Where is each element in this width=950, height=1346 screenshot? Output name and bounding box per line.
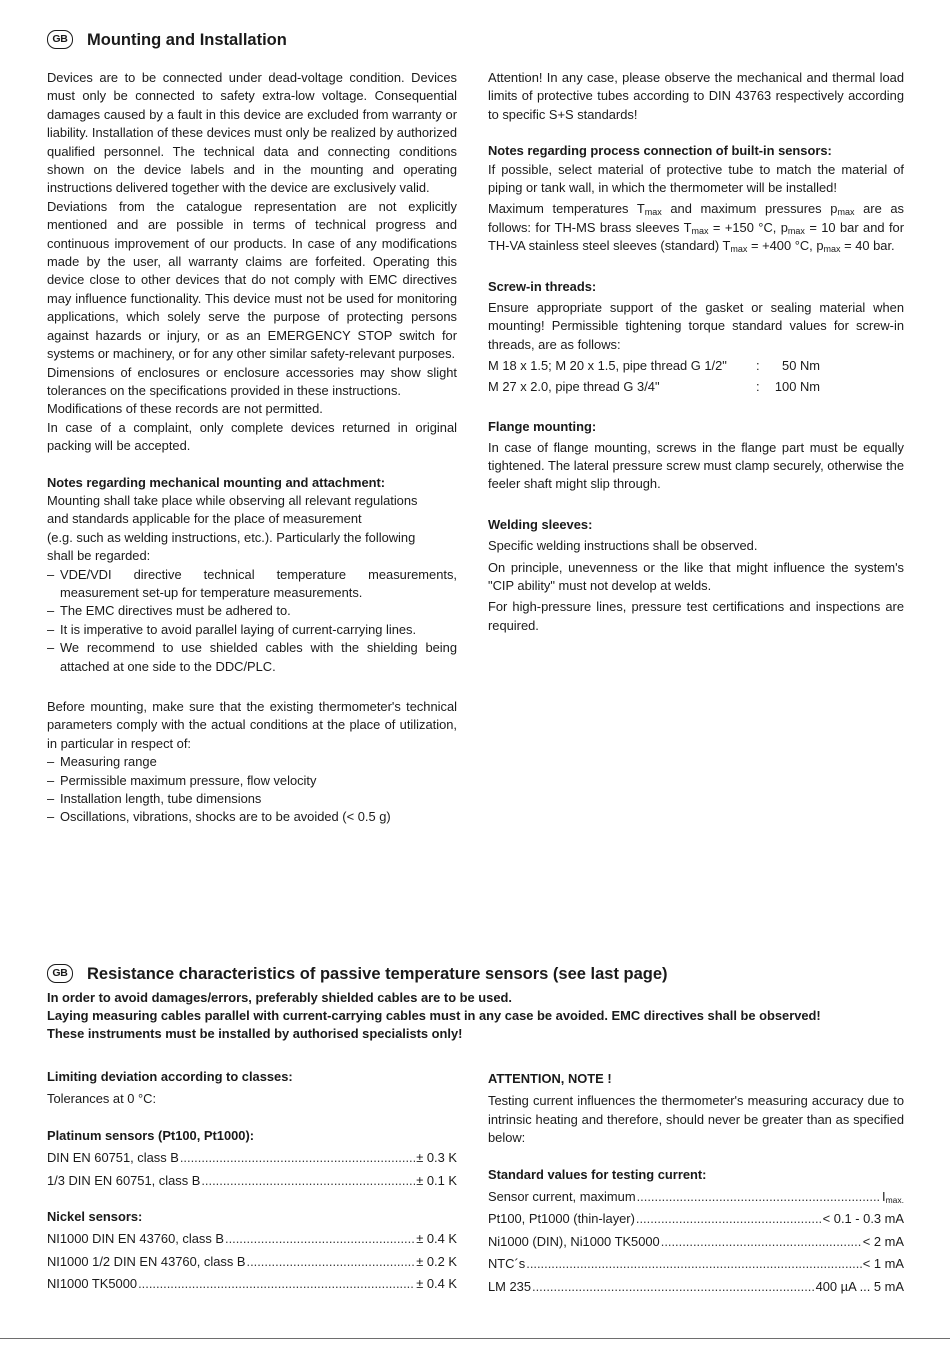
current-label: Sensor current, maximum: [488, 1189, 636, 1205]
tolerance-label: NI1000 1/2 DIN EN 43760, class B: [47, 1253, 246, 1269]
thread-torque-row: [488, 357, 904, 375]
intro-paragraph: Devices are to be connected under dead-voltage condition. Devices must only be connected to safety extra-low voltage. Consequential damages caused by a fault in this device are excluded from warranty or liability. Installation of these devices must only be realized by authorized qualified personnel. The technical data and connecting conditions shown on the device labels and in the mounting and operating instructions delivered together with the device are exclusively valid.: [47, 70, 457, 196]
current-label: LM 235: [488, 1278, 531, 1294]
current-row: [488, 1278, 904, 1296]
attention-note-paragraph: Testing current influences the thermometer's measuring accuracy due to intrinsic heating and therefore, should never be greater than as specified below:: [488, 1093, 904, 1146]
welding-sleeves-heading: Welding sleeves:: [488, 516, 593, 532]
flange-mounting-heading: Flange mounting:: [488, 419, 597, 435]
process-connection-heading: Notes regarding process connection of built-in sensors:: [488, 143, 832, 159]
attention-note-heading: ATTENTION, NOTE !: [488, 1071, 612, 1086]
warning-line: Laying measuring cables parallel with current-carrying cables must in any case be avoided. EMC directives shall be observed!: [47, 1008, 821, 1024]
list-item: – The EMC directives must be adhered to.: [47, 602, 457, 620]
attention-paragraph: Attention! In any case, please observe the mechanical and thermal load limits of protective tubes according to DIN 43763 respectively according to specific S+S standards!: [488, 70, 904, 122]
language-badge: GB: [47, 964, 73, 983]
current-value: < 2 mA: [862, 1233, 904, 1249]
thread-label: M 27 x 2.0, pipe thread G 3/4": [488, 378, 660, 394]
tolerance-label: NI1000 DIN EN 43760, class B: [47, 1231, 224, 1247]
current-value: $I_{max.}$: [881, 1189, 904, 1206]
current-row: [488, 1255, 904, 1273]
page-bottom-rule: [0, 1338, 950, 1339]
current-label: Pt100, Pt1000 (thin-layer): [488, 1211, 635, 1227]
tolerance-row: [47, 1275, 457, 1293]
current-row: [488, 1210, 904, 1228]
tolerance-label: NI1000 TK5000: [47, 1276, 138, 1292]
tolerance-row: [47, 1253, 457, 1271]
before-mounting-paragraph: Before mounting, make sure that the existing thermometer's technical parameters comply with the actual conditions at the place of utilization, in particular in respect of:: [47, 699, 457, 751]
testing-current-column: [488, 1070, 904, 1296]
mechanical-text-line: and standards applicable for the place of measurement: [47, 511, 362, 527]
mounting-right-column: [488, 69, 904, 635]
intro-paragraph: Deviations from the catalogue representation are not explicitly mentioned and are possible in terms of technical progress and continuous improvement of our products. In case of any modifications made by the user, all warranty claims are forfeited. Operating this device close to other devices that do not comply with EMC directives may influence functionality. This device must not be used for monitoring applications, which solely serve the purpose of protecting persons against hazards or injury, or as an EMERGENCY STOP switch for systems or machinery, or for any other similar safety-relevant purposes.: [47, 198, 457, 362]
leader-dots: [225, 1230, 415, 1248]
warning-line: These instruments must be installed by authorised specialists only!: [47, 1026, 463, 1042]
current-label: NTC´s: [488, 1256, 526, 1272]
intro-paragraph: In case of a complaint, only complete devices returned in original packing will be accepted.: [47, 419, 457, 454]
current-value: < 1 mA: [862, 1256, 904, 1272]
tolerance-value: ± 0.4 K: [416, 1276, 457, 1292]
flange-mounting-paragraph: In case of flange mounting, screws in the flange part must be equally tightened. The lateral pressure screw must clamp securely, otherwise the feeler shaft might slip through.: [488, 439, 904, 492]
warning-notes: [47, 989, 907, 1044]
language-badge: GB: [47, 30, 73, 49]
current-value: < 0.1 - 0.3 mA: [822, 1211, 904, 1227]
tolerance-column: [47, 1068, 457, 1294]
tolerance-row: [47, 1172, 457, 1190]
mounting-left-column: [47, 69, 457, 827]
leader-dots: [246, 1253, 415, 1271]
section-title: Mounting and Installation: [87, 31, 287, 49]
thread-torque-row: [488, 378, 904, 396]
list-item: – Permissible maximum pressure, flow velocity: [47, 772, 457, 790]
leader-dots: [636, 1210, 822, 1228]
intro-paragraph: Dimensions of enclosures or enclosure accessories may show slight tolerances on the specifications provided in these instructions.: [47, 364, 457, 398]
tolerance-value: ± 0.2 K: [416, 1253, 457, 1269]
screw-threads-heading: Screw-in threads:: [488, 278, 597, 294]
before-mounting-list: [47, 753, 457, 827]
screw-threads-paragraph: Ensure appropriate support of the gasket or sealing material when mounting! Permissible tightening torque standard values for screw-in threads, are as follows:: [488, 300, 904, 352]
intro-paragraph: Modifications of these records are not permitted.: [47, 401, 323, 417]
mechanical-text-line: Mounting shall take place while observing all relevant regulations: [47, 492, 418, 508]
list-item: – We recommend to use shielded cables with the shielding being attached at one side to the DDC/PLC.: [47, 639, 457, 676]
tolerance-row: [47, 1230, 457, 1248]
welding-paragraph: For high-pressure lines, pressure test certifications and inspections are required.: [488, 599, 904, 633]
tolerance-value: ± 0.4 K: [416, 1231, 457, 1247]
welding-paragraph: Specific welding instructions shall be observed.: [488, 538, 758, 554]
leader-dots: [532, 1278, 815, 1296]
thread-value: 100 Nm: [774, 378, 820, 394]
thread-value: 50 Nm: [782, 358, 820, 374]
list-item: – Installation length, tube dimensions: [47, 790, 457, 808]
thread-colon: :: [756, 378, 760, 394]
mechanical-text-line: shall be regarded:: [47, 548, 151, 564]
current-row: [488, 1188, 904, 1206]
current-label: Ni1000 (DIN), Ni1000 TK5000: [488, 1233, 660, 1249]
list-item: – Measuring range: [47, 753, 457, 771]
thread-label: M 18 x 1.5; M 20 x 1.5, pipe thread G 1/2": [488, 358, 727, 374]
leader-dots: [661, 1233, 862, 1251]
mechanical-bullet-list: [47, 566, 457, 676]
platinum-heading: Platinum sensors (Pt100, Pt1000):: [47, 1127, 255, 1143]
current-value: 400 µA ... 5 mA: [815, 1278, 904, 1294]
thread-colon: :: [756, 358, 760, 374]
tolerance-text: Tolerances at 0 °C:: [47, 1091, 157, 1107]
standard-values-heading: Standard values for testing current:: [488, 1166, 707, 1182]
max-temperature-paragraph: Maximum temperatures $T_{max}$ and maximum pressures $p_{max}$ are as follows: for TH-MS brass sleeves $T_{max} = +150$ °C, $p_{max} = 10$ bar and for TH-VA stainless steel sleeves (standard) $T_{max} = +400$ °C, $p_{max} = 40$ bar.: [488, 201, 904, 255]
mechanical-heading: Notes regarding mechanical mounting and attachment:: [47, 474, 386, 490]
tolerance-value: ± 0.3 K: [416, 1150, 457, 1166]
mechanical-text-line: (e.g. such as welding instructions, etc.). Particularly the following: [47, 529, 416, 545]
tolerance-row: [47, 1149, 457, 1167]
nickel-heading: Nickel sensors:: [47, 1209, 143, 1225]
tolerance-value: ± 0.1 K: [416, 1172, 457, 1188]
tolerance-label: DIN EN 60751, class B: [47, 1150, 179, 1166]
list-item: – It is imperative to avoid parallel laying of current-carrying lines.: [47, 621, 457, 639]
warning-line: In order to avoid damages/errors, preferably shielded cables are to be used.: [47, 990, 512, 1005]
tolerance-label: 1/3 DIN EN 60751, class B: [47, 1172, 201, 1188]
section-title: Resistance characteristics of passive temperature sensors (see last page): [87, 965, 668, 983]
welding-paragraph: On principle, unevenness or the like that might influence the system's "CIP ability" must not develop at welds.: [488, 559, 904, 593]
list-item: – Oscillations, vibrations, shocks are to be avoided (< 0.5 g): [47, 808, 457, 826]
leader-dots: [138, 1275, 415, 1293]
list-item: – VDE/VDI directive technical temperature measurements, measurement set-up for temperature measurements.: [47, 566, 457, 603]
leader-dots: [526, 1255, 862, 1273]
leader-dots: [180, 1149, 415, 1167]
current-row: [488, 1233, 904, 1251]
limiting-deviation-heading: Limiting deviation according to classes:: [47, 1069, 293, 1084]
leader-dots: [637, 1188, 881, 1206]
process-connection-paragraph: If possible, select material of protective tube to match the material of piping or tank wall, in which the thermometer will be installed!: [488, 161, 904, 196]
leader-dots: [201, 1172, 415, 1190]
